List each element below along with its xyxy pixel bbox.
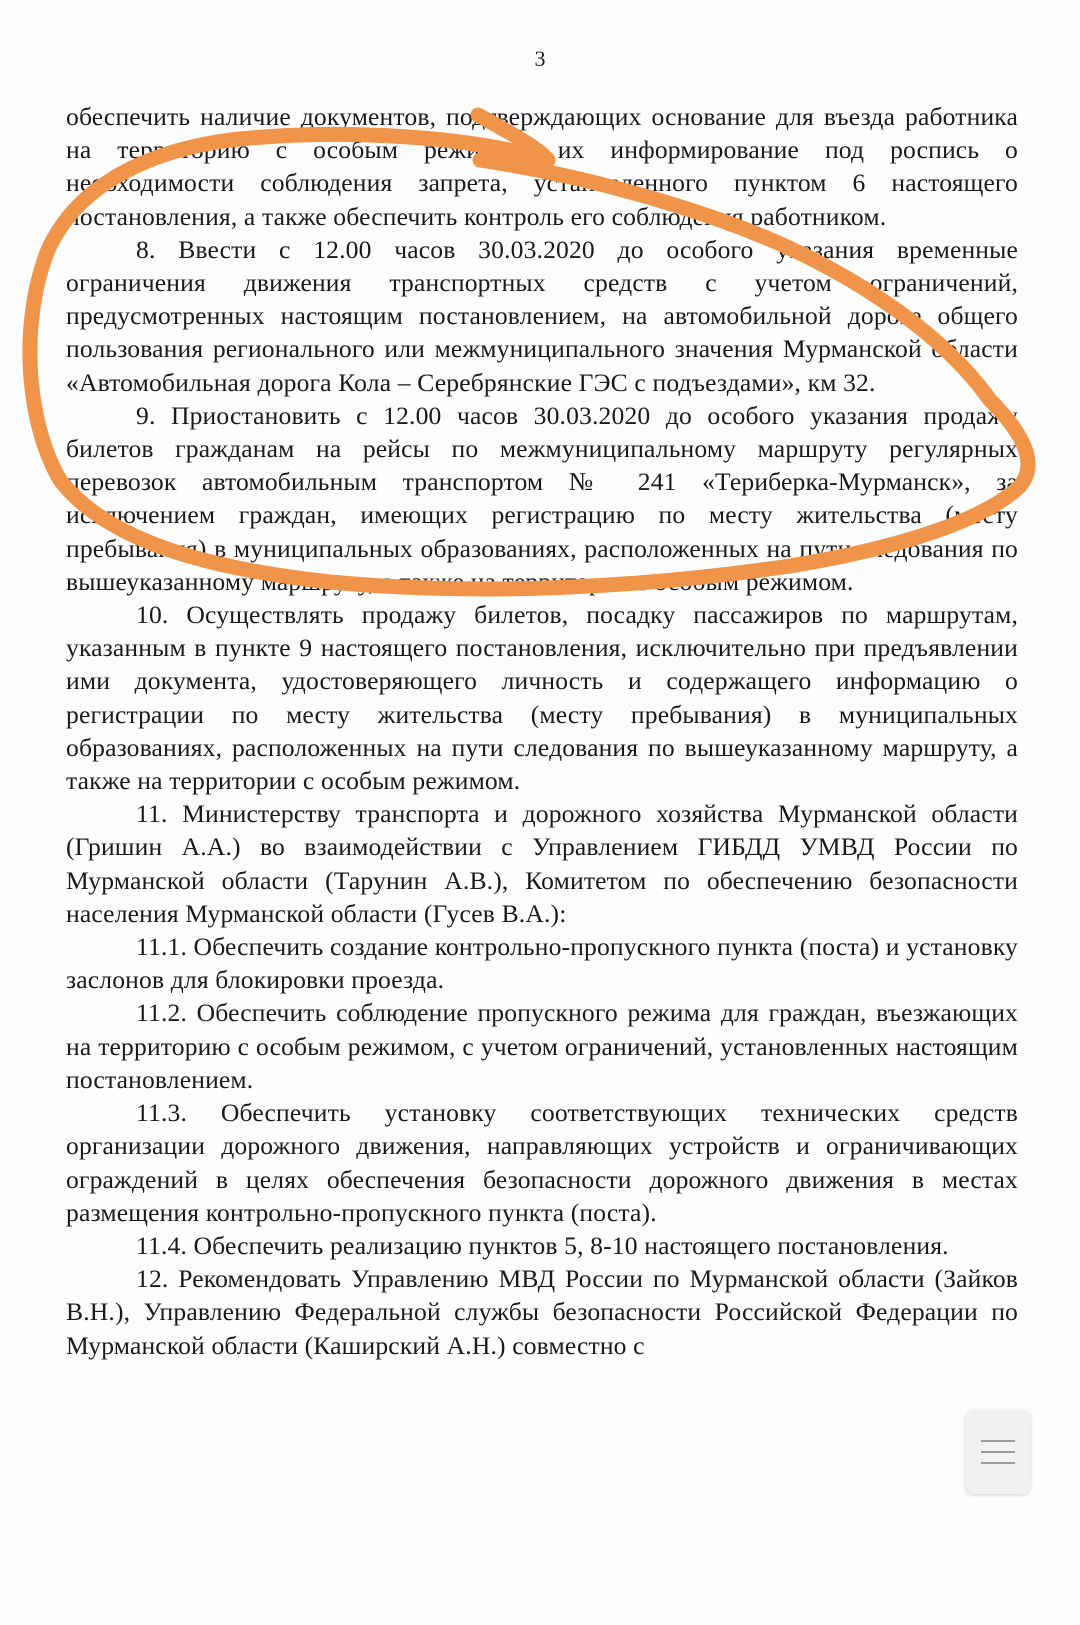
- paragraph-item-10: 10. Осуществлять продажу билетов, посадку пассажиров по маршрутам, указанным в пункте 9 настоящего постановления, исключительно при предъявлении ими документа, удостоверяющего личность и содержащего информацию о регистрации по месту жительства (месту пребывания) в муниципальных образованиях, расположенных на пути следования по вышеуказанному маршруту, а также на территории с особым режимом.: [66, 600, 1018, 796]
- paragraph-continuation: обеспечить наличие документов, подтверждающих основание для въезда работника на территорию с особым режимом, их информирование под роспись о необходимости соблюдения запрета, установленного пунктом 6 настоящего постановления, а также обеспечить контроль его соблюдения работником.: [66, 102, 1018, 231]
- paragraph-item-9: 9. Приостановить с 12.00 часов 30.03.2020 до особого указания продажу билетов гражданам на рейсы по межмуниципальному маршруту регулярных перевозок автомобильным транспортом № 241 «Териберка-Мурманск», за исключением граждан, имеющих регистрацию по месту жительства (месту пребывания) в муниципальных образованиях, расположенных на пути следования по вышеуказанному маршруту, а также на территории с особым режимом.: [66, 400, 1018, 596]
- page-number: 3: [534, 46, 546, 71]
- paragraph-item-11-1: 11.1. Обеспечить создание контрольно-пропускного пункта (поста) и установку заслонов для блокировки проезда.: [66, 932, 1018, 995]
- paragraph-item-11-4: 11.4. Обеспечить реализацию пунктов 5, 8-10 настоящего постановления.: [136, 1230, 949, 1260]
- paragraph-item-11-2: 11.2. Обеспечить соблюдение пропускного режима для граждан, въезжающих на территорию с особым режимом, с учетом ограничений, установленных настоящим постановлением.: [66, 998, 1018, 1094]
- paragraph-item-12: 12. Рекомендовать Управлению МВД России по Мурманской области (Зайков В.Н.), Управлению Федеральной службы безопасности Российской Федерации по Мурманской области (Каширский А.Н.) совместно с: [66, 1264, 1018, 1360]
- paragraph-item-11-3: 11.3. Обеспечить установку соответствующих технических средств организации дорожного движения, направляющих устройств и ограничивающих ограждений в целях обеспечения безопасности дорожного движения в местах размещения контрольно-пропускного пункта (поста).: [66, 1098, 1018, 1227]
- paragraph-item-8: 8. Ввести с 12.00 часов 30.03.2020 до особого указания временные ограничения движения транспортных средств с учетом ограничений, предусмотренных настоящим постановлением, на автомобильной дороге общего пользования регионального или межмуниципального значения Мурманской области «Автомобильная дорога Кола – Серебрянские ГЭС с подъездами», км 32.: [66, 234, 1018, 397]
- document-body: [66, 100, 1018, 1362]
- menu-button[interactable]: [966, 1410, 1030, 1494]
- hamburger-menu-icon: [981, 1439, 1015, 1465]
- paragraph-item-11: 11. Министерству транспорта и дорожного хозяйства Мурманской области (Гришин А.А.) во взаимодействии с Управлением ГИБДД УМВД России по Мурманской области (Тарунин А.В.), Комитетом по обеспечению безопасности населения Мурманской области (Гусев В.А.):: [66, 799, 1018, 928]
